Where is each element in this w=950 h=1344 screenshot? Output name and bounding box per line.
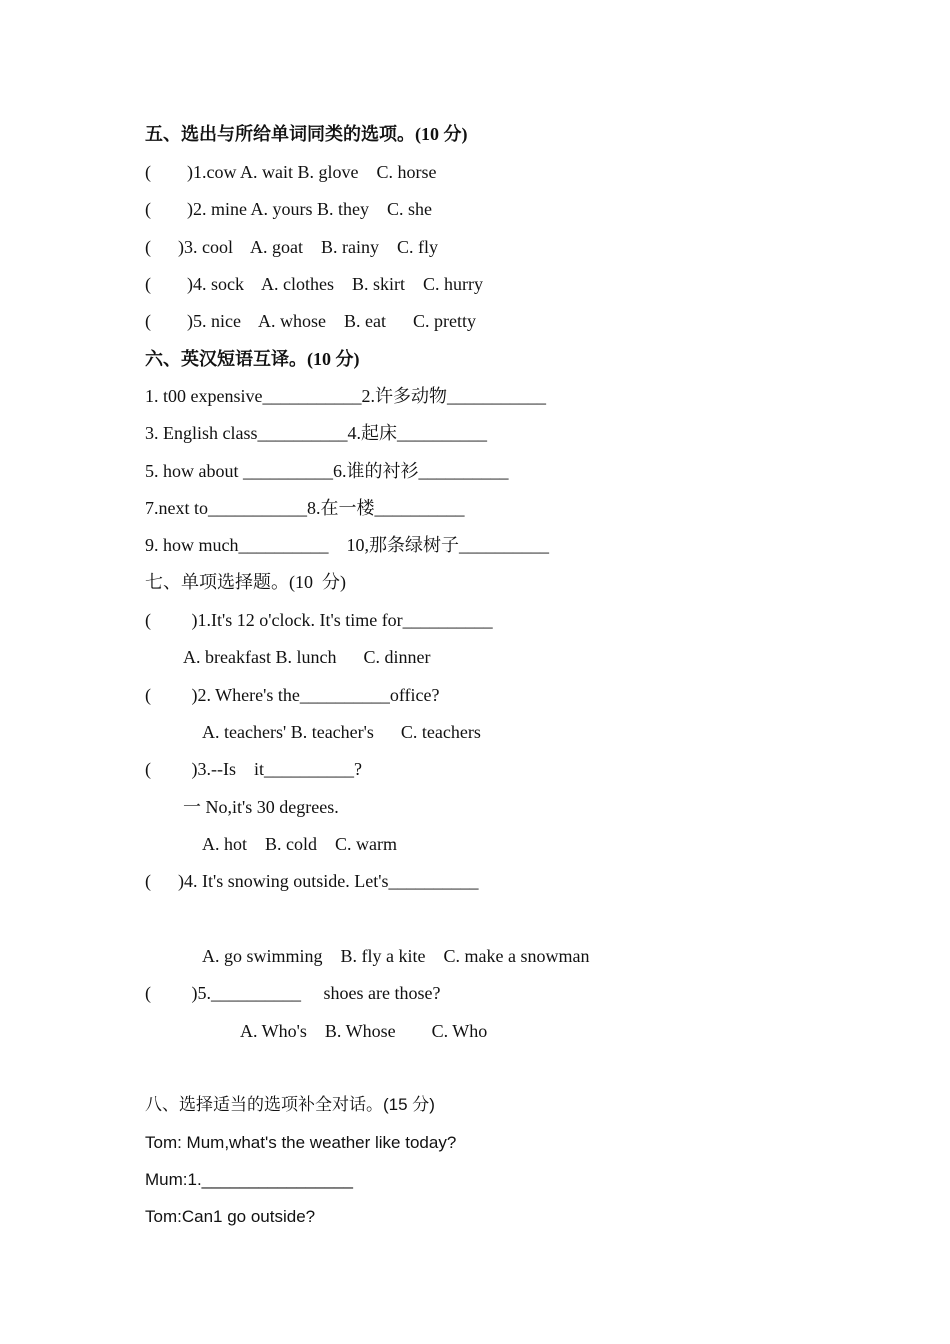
question-line: ( )4. It's snowing outside. Let's__________ bbox=[145, 871, 479, 891]
question-line: ( )1.It's 12 o'clock. It's time for__________ bbox=[145, 610, 493, 630]
section-8-title: 八、选择适当的选项补全对话。(15 分) bbox=[145, 1095, 435, 1114]
translation-line: 7.next to___________8.在一楼__________ bbox=[145, 498, 465, 518]
translation-line: 9. how much__________ 10,那条绿树子__________ bbox=[145, 535, 549, 555]
section-6-title: 六、英汉短语互译。(10 分) bbox=[145, 349, 360, 369]
translation-line: 1. t00 expensive___________2.许多动物___________ bbox=[145, 386, 546, 406]
dialogue-line: Mum:1.________________ bbox=[145, 1170, 353, 1189]
answer-line: 一 No,it's 30 degrees. bbox=[183, 797, 339, 817]
question-line: ( )2. mine A. yours B. they C. she bbox=[145, 199, 432, 219]
options-line: A. hot B. cold C. warm bbox=[202, 834, 397, 854]
translation-line: 3. English class__________4.起床__________ bbox=[145, 423, 487, 443]
question-line: ( )1.cow A. wait B. glove C. horse bbox=[145, 162, 437, 182]
dialogue-line: Tom: Mum,what's the weather like today? bbox=[145, 1133, 457, 1152]
question-line: ( )4. sock A. clothes B. skirt C. hurry bbox=[145, 274, 483, 294]
question-line: ( )5. nice A. whose B. eat C. pretty bbox=[145, 311, 476, 331]
translation-line: 5. how about __________6.谁的衬衫__________ bbox=[145, 461, 509, 481]
options-line: A. go swimming B. fly a kite C. make a snowman bbox=[202, 946, 590, 966]
options-line: A. teachers' B. teacher's C. teachers bbox=[202, 722, 481, 742]
question-line: ( )2. Where's the__________office? bbox=[145, 685, 440, 705]
question-line: ( )3. cool A. goat B. rainy C. fly bbox=[145, 237, 438, 257]
options-line: A. breakfast B. lunch C. dinner bbox=[183, 647, 431, 667]
section-5-title: 五、选出与所给单词同类的选项。(10 分) bbox=[145, 124, 468, 144]
dialogue-line: Tom:Can1 go outside? bbox=[145, 1207, 316, 1226]
options-line: A. Who's B. Whose C. Who bbox=[240, 1021, 488, 1041]
question-line: ( )3.--Is it__________? bbox=[145, 759, 362, 779]
question-line: ( )5.__________ shoes are those? bbox=[145, 983, 441, 1003]
section-7-title: 七、单项选择题。(10 分) bbox=[145, 572, 346, 592]
